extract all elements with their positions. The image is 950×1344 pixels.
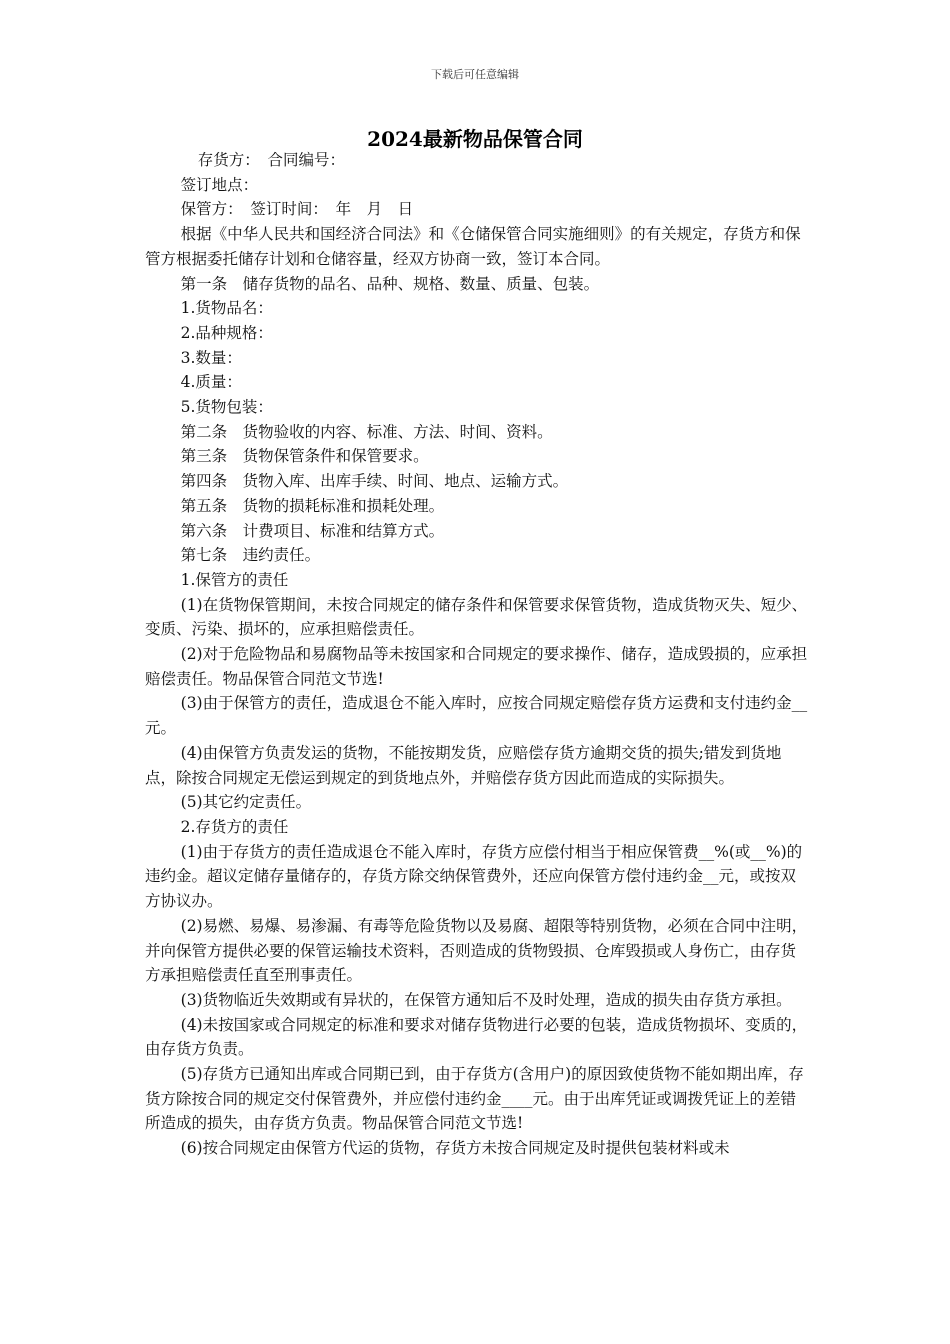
clause-paragraph: (5)存货方已通知出库或合同期已到，由于存货方(含用户)的原因致使货物不能如期出库，存货方除按合同的规定交付保管费外，并应偿付违约金____元。由于出库凭证或调拨凭证上的差错所造成的损失，由存货方负责。物品保管合同范文节选! (145, 1065, 804, 1133)
page-header: 下载后可任意编辑 (431, 68, 519, 81)
article-5: 第五条 货物的损耗标准和损耗处理。 (180, 496, 445, 515)
article-6: 第六条 计费项目、标准和结算方式。 (180, 521, 445, 540)
party-custodian-line: 保管方： 签订时间： 年 月 日 (180, 200, 414, 219)
list-item: 4.质量： (180, 373, 242, 392)
clause-paragraph: (1)由于存货方的责任造成退仓不能入库时，存货方应偿付相当于相应保管费__%(或__%)的违约金。超议定储存量储存的，存货方除交纳保管费外，还应向保管方偿付违约金__元，或按双方协议办。 (145, 842, 803, 911)
section-depositor-liability: 2.存货方的责任 (180, 817, 289, 836)
list-item: 5.货物包装： (180, 398, 273, 417)
document-body (145, 148, 810, 1161)
clause-paragraph: (3)由于保管方的责任，造成退仓不能入库时，应按合同规定赔偿存货方运费和支付违约金__元。 (145, 694, 808, 738)
signing-place-line: 签订地点： (180, 175, 259, 194)
clause-paragraph: (4)未按国家或合同规定的标准和要求对储存货物进行必要的包装，造成货物损坏、变质的，由存货方负责。 (145, 1015, 808, 1059)
clause-paragraph: (1)在货物保管期间，未按合同规定的储存条件和保管要求保管货物，造成货物灭失、短少、变质、污染、损坏的，应承担赔偿责任。 (145, 595, 808, 639)
list-item: 2.品种规格： (180, 323, 273, 342)
list-item: 3.数量： (180, 348, 242, 367)
article-3: 第三条 货物保管条件和保管要求。 (180, 447, 429, 466)
clause-paragraph: (2)对于危险物品和易腐物品等未按国家和合同规定的要求操作、储存，造成毁损的，应承担赔偿责任。物品保管合同范文节选! (145, 645, 808, 688)
article-7: 第七条 违约责任。 (180, 546, 321, 565)
article-1: 第一条 储存货物的品名、品种、规格、数量、质量、包装。 (180, 274, 600, 293)
clause-paragraph: (6)按合同规定由保管方代运的货物，存货方未按合同规定及时提供包装材料或未 (180, 1139, 730, 1158)
document-title: 2024最新物品保管合同 (367, 127, 583, 151)
clause-paragraph: (4)由保管方负责发运的货物，不能按期发货，应赔偿存货方逾期交货的损失;错发到货地点，除按合同规定无偿运到规定的到货地点外，并赔偿存货方因此而造成的实际损失。 (145, 743, 782, 787)
clause-paragraph: (3)货物临近失效期或有异状的，在保管方通知后不及时处理，造成的损失由存货方承担。 (180, 990, 792, 1009)
party-depositor-line: 存货方： 合同编号： (197, 151, 345, 169)
section-custodian-liability: 1.保管方的责任 (180, 570, 289, 589)
clause-paragraph: (5)其它约定责任。 (180, 793, 312, 812)
preamble-paragraph: 根据《中华人民共和国经济合同法》和《仓储保管合同实施细则》的有关规定，存货方和保管方根据委托储存计划和仓储容量，经双方协商一致，签订本合同。 (145, 225, 801, 268)
article-4: 第四条 货物入库、出库手续、时间、地点、运输方式。 (180, 472, 569, 491)
list-item: 1.货物品名： (180, 299, 273, 318)
clause-paragraph: (2)易燃、易爆、易渗漏、有毒等危险货物以及易腐、超限等特别货物，必须在合同中注明，并向保管方提供必要的保管运输技术资料，否则造成的货物毁损、仓库毁损或人身伤亡，由存货方承担赔偿责任直至刑事责任。 (145, 916, 808, 985)
article-2: 第二条 货物验收的内容、标准、方法、时间、资料。 (180, 422, 553, 441)
